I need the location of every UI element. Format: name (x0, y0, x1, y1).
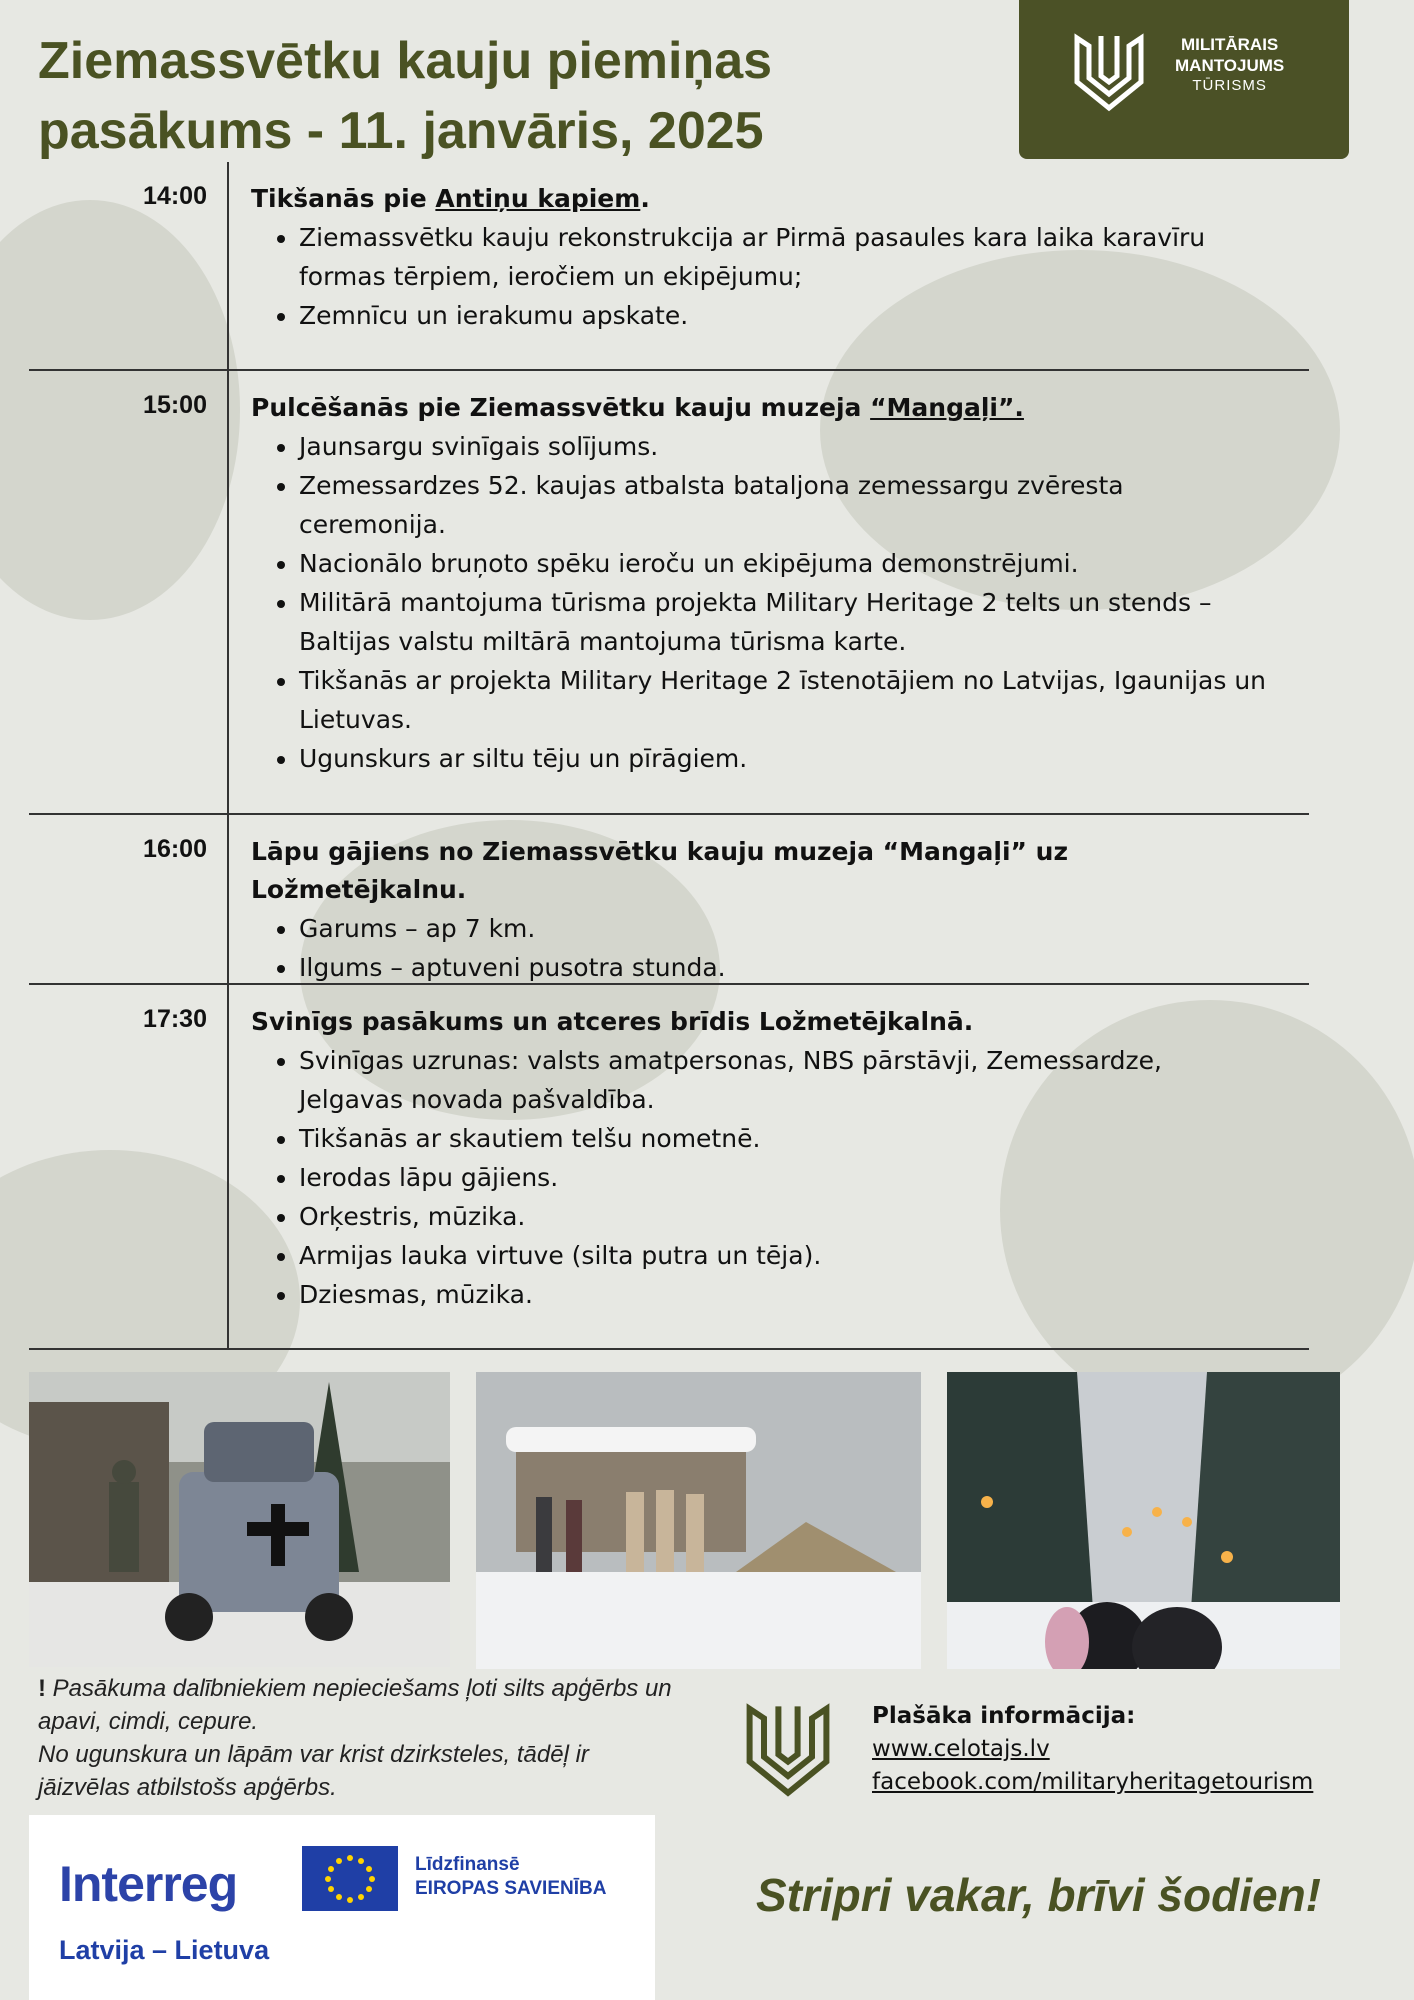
list-item: • Zemnīcu un ierakumu apskate. (299, 296, 1269, 335)
note-line-2: No ugunskura un lāpām var krist dzirksteles, tādēļ ir jāizvēlas atbilstošs apģērbs. (38, 1741, 589, 1801)
title-line-1: Ziemassvētku kauju piemiņas (38, 32, 773, 90)
heading-text: Tikšanās pie (251, 184, 436, 213)
facebook-link[interactable]: facebook.com/militaryheritagetourism (872, 1769, 1314, 1795)
schedule-row (29, 815, 1309, 985)
brand-logo (1019, 0, 1349, 159)
list-item: • Armijas lauka virtuve (silta putra un tēja). (299, 1236, 1269, 1275)
more-info (872, 1700, 1313, 1799)
schedule-list (251, 1041, 1269, 1314)
title-line-2: pasākums - 11. janvāris, 2025 (38, 102, 764, 160)
funding-logos (29, 1815, 655, 2000)
schedule-time: 16:00 (143, 835, 207, 863)
mangali-link[interactable]: “Mangaļi”. (870, 393, 1024, 422)
schedule-list (251, 218, 1269, 335)
logo-line-3: TŪRISMS (1192, 77, 1267, 94)
interreg-logo: Interreg (59, 1856, 238, 1912)
schedule-heading: Lāpu gājiens no Ziemassvētku kauju muzeja “Mangaļi” uz Ložmetējkalnu. (251, 837, 1069, 904)
schedule-time: 14:00 (143, 182, 207, 210)
eu-line-2: EIROPAS SAVIENĪBA (415, 1878, 607, 1899)
warning-note (38, 1672, 678, 1804)
eu-line-1: Līdzfinansē (415, 1854, 520, 1875)
schedule-time: 17:30 (143, 1005, 207, 1033)
photo-armored-car (29, 1372, 450, 1667)
list-item: • Zemessardzes 52. kaujas atbalsta bataljona zemessargu zvēresta ceremonija. (299, 466, 1269, 544)
schedule-heading (251, 389, 1269, 427)
shield-emblem-icon (1069, 32, 1149, 116)
list-item: • Dziesmas, mūzika. (299, 1275, 1269, 1314)
schedule-time: 15:00 (143, 391, 207, 419)
schedule-row (29, 162, 1309, 371)
photo-dugout-camp (476, 1372, 921, 1669)
divider (227, 371, 229, 813)
list-item: • Tikšanās ar skautiem telšu nometnē. (299, 1119, 1269, 1158)
list-item: • Ugunskurs ar siltu tēju un pīrāgiem. (299, 739, 1269, 778)
logo-line-2: MANTOJUMS (1175, 56, 1285, 75)
divider (227, 162, 229, 369)
list-item: • Tikšanās ar projekta Military Heritage 2 īstenotājiem no Latvijas, Igaunijas un Lietuvas. (299, 661, 1269, 739)
heading-text: Pulcēšanās pie Ziemassvētku kauju muzeja (251, 393, 871, 422)
warning-mark: ! (38, 1675, 46, 1702)
schedule-list (251, 427, 1269, 778)
schedule-heading: Svinīgs pasākums un atceres brīdis Ložmetējkalnā. (251, 1007, 974, 1036)
website-link[interactable]: www.celotajs.lv (872, 1736, 1050, 1762)
schedule-row (29, 985, 1309, 1350)
list-item: • Garums – ap 7 km. (299, 909, 1269, 948)
list-item: • Nacionālo bruņoto spēku ieroču un ekipējuma demonstrējumi. (299, 544, 1269, 583)
divider (227, 985, 229, 1348)
shield-emblem-icon (740, 1700, 836, 1804)
note-line-1: Pasākuma dalībniekiem nepieciešams ļoti silts apģērbs un apavi, cimdi, cepure. (38, 1675, 672, 1735)
schedule-list (251, 909, 1269, 987)
list-item: • Militārā mantojuma tūrisma projekta Military Heritage 2 telts un stends – Baltijas valstu miltārā mantojuma tūrisma karte. (299, 583, 1269, 661)
list-item: • Svinīgas uzrunas: valsts amatpersonas, NBS pārstāvji, Zemessardze, Jelgavas novada pašvaldība. (299, 1041, 1269, 1119)
antinu-kapi-link[interactable]: Antiņu kapiem (435, 184, 641, 213)
list-item: • Ilgums – aptuveni pusotra stunda. (299, 948, 1269, 987)
heading-text-end: . (640, 184, 650, 213)
logo-wordmark (1175, 34, 1284, 96)
program-region: Latvija – Lietuva (59, 1935, 270, 1965)
schedule-row (29, 371, 1309, 815)
eu-flag-icon (302, 1846, 398, 1911)
info-label: Plašāka informācija: (872, 1703, 1136, 1729)
list-item: • Orķestris, mūzika. (299, 1197, 1269, 1236)
slogan: Stripri vakar, brīvi šodien! (756, 1869, 1321, 1921)
schedule-table (29, 162, 1309, 1350)
page-title (38, 26, 978, 166)
eu-cofunded (415, 1853, 606, 1901)
divider (227, 815, 229, 983)
list-item: • Jaunsargu svinīgais solījums. (299, 427, 1269, 466)
list-item: • Ziemassvētku kauju rekonstrukcija ar Pirmā pasaules kara laika karavīru formas tērpiem, ieročiem un ekipējumu; (299, 218, 1269, 296)
schedule-heading (251, 180, 1269, 218)
logo-line-1: MILITĀRAIS (1180, 35, 1279, 54)
list-item: • Ierodas lāpu gājiens. (299, 1158, 1269, 1197)
photo-torch-march (947, 1372, 1340, 1669)
